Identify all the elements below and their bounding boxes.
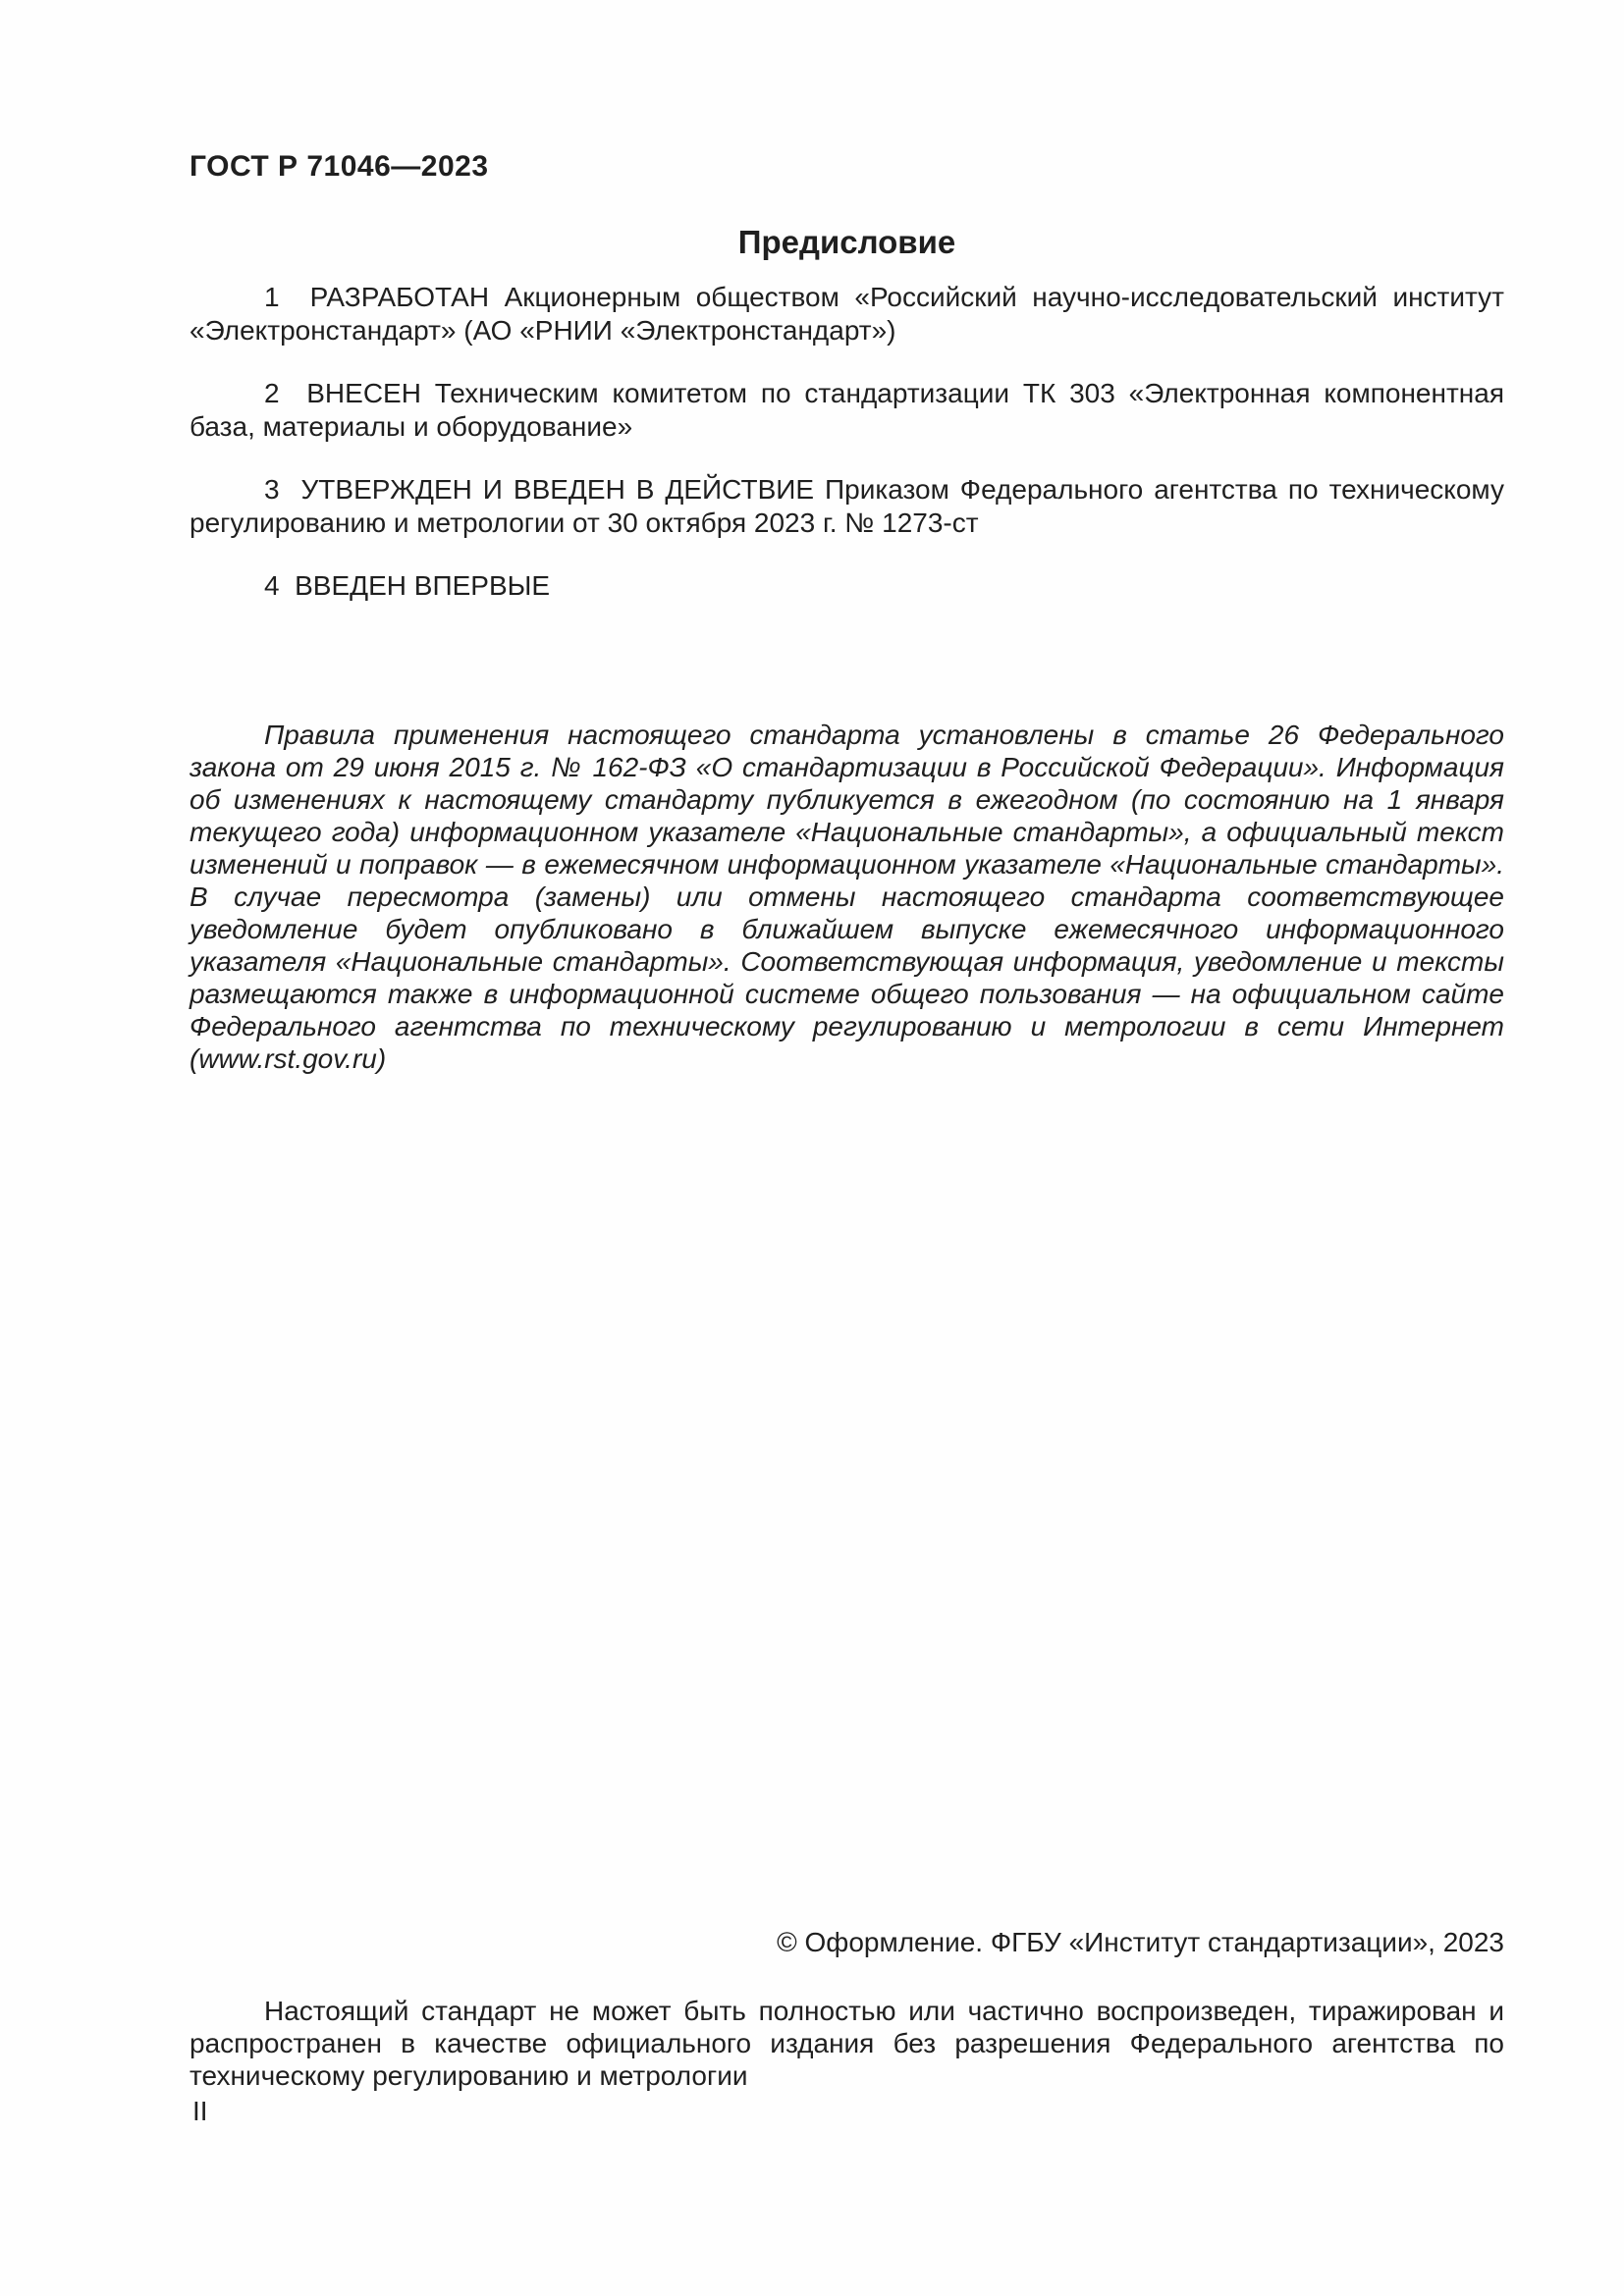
foreword-item-first-introduced: 4 ВВЕДЕН ВПЕРВЫЕ	[264, 570, 551, 601]
foreword-item-submitted: 2 ВНЕСЕН Техническим комитетом по стандартизации ТК 303 «Электронная компонентная база, материалы и оборудование»	[189, 378, 1504, 442]
legal-application-notice: Правила применения настоящего стандарта установлены в статье 26 Федерального закона от 29 июня 2015 г. № 162-ФЗ «О стандартизации в Российской Федерации». Информация об изменениях к настоящему стандарту публикуется в ежегодном (по состоянию на 1 января текущего года) информационном указателе «Национальные стандарты», а официальный текст изменений и поправок — в ежемесячном информационном указателе «Национальные стандарты». В случае пересмотра (замены) или отмены настоящего стандарта соответствующее уведомление будет опубликовано в ближайшем выпуске ежемесячного информационного указателя «Национальные стандарты». Соответствующая информация, уведомление и тексты размещаются также в информационной системе общего пользования — на официальном сайте Федерального агентства по техническому регулированию и метрологии в сети Интернет (www.rst.gov.ru)	[189, 720, 1504, 1074]
page-content	[189, 0, 1504, 1075]
document-code: ГОСТ Р 71046—2023	[189, 150, 489, 183]
page-number: II	[192, 2096, 208, 2126]
section-title-foreword: Предисловие	[737, 224, 956, 260]
foreword-item-developed: 1 РАЗРАБОТАН Акционерным обществом «Российский научно-исследовательский институт «Электронстандарт» (АО «РНИИ «Электронстандарт»)	[189, 282, 1504, 346]
copyright-notice: © Оформление. ФГБУ «Институт стандартизации», 2023	[777, 1927, 1504, 1957]
distribution-restriction-notice: Настоящий стандарт не может быть полностью или частично воспроизведен, тиражирован и распространен в качестве официального издания без разрешения Федерального агентства по техническому регулированию и метрологии	[189, 1996, 1504, 2091]
foreword-item-approved: 3 УТВЕРЖДЕН И ВВЕДЕН В ДЕЙСТВИЕ Приказом Федерального агентства по техническому регулированию и метрологии от 30 октября 2023 г. № 1273-ст	[189, 474, 1504, 538]
